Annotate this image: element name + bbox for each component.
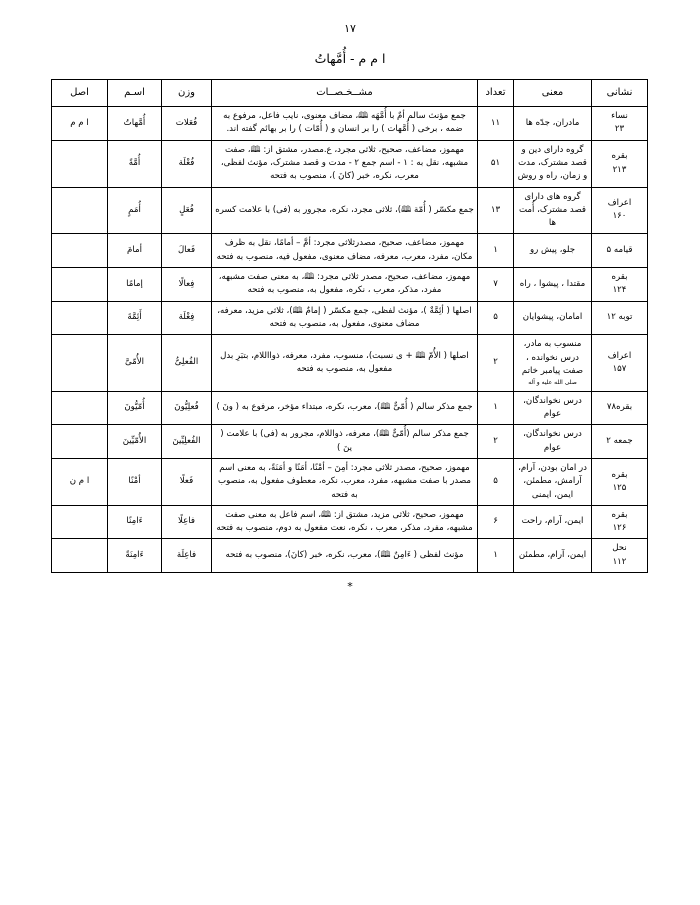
cell-asl: ا م ن [52,458,108,505]
cell-asl [52,391,108,425]
cell-neshani: نحل ۱۱۲ [592,539,648,573]
cell-esm: إمامًا [108,268,162,302]
cell-asl [52,268,108,302]
table-row [52,106,648,140]
cell-esm: أُمّیُّونَ [108,391,162,425]
cell-neshani: توبه ۱۲ [592,301,648,335]
cell-vazn: فاعِلًا [162,505,212,539]
honorific-note: صلی الله علیه و آله [528,379,577,387]
cell-mana: منسوب به مادر، درس نخوانده ، صفت پیامبر خاتم صلی الله علیه و آله [514,335,592,391]
cell-moshakhasat: جمع مکسّر ( أُمّة 🕮)، ثلاثی مجرد، نکره، مجرور به (فی) با علامت کسره [212,187,478,234]
cell-vazn: فُعْلَة [162,140,212,187]
cell-asl [52,505,108,539]
cell-esm: الأُمّیِّینَ [108,425,162,459]
column-header-esm: اسـم [108,80,162,107]
cell-tedad: ۱۳ [478,187,514,234]
cell-vazn: فَعالَ [162,234,212,268]
cell-tedad: ۶ [478,505,514,539]
cell-vazn: فُعَلات [162,106,212,140]
page-number: ۱۷ [344,22,356,35]
cell-asl [52,425,108,459]
table-row [52,140,648,187]
cell-tedad: ۲ [478,425,514,459]
cell-tedad: ۵۱ [478,140,514,187]
cell-vazn: فُعلِیُّونَ [162,391,212,425]
cell-esm: أُمَّهاتُ [108,106,162,140]
lexicon-table [51,79,648,573]
table-row [52,505,648,539]
cell-mana: مادران، جدّه ها [514,106,592,140]
cell-tedad: ۷ [478,268,514,302]
cell-moshakhasat: اصلها ( الأُمّ 🕮 + ی نسبت)، منسوب، مفرد، معرفه، ذوااللام، بتبَرِ بدل مفعول به، منصوب به فتحه [212,335,478,391]
cell-moshakhasat: جمع مذکر سالم ( أُمّیٌّ 🕮)، معرب، نکره، مبتداء مؤخر، مرفوع به ( ونَ ) [212,391,478,425]
cell-neshani: بقره ۱۲۴ [592,268,648,302]
table-row [52,335,648,391]
cell-mana: ایمن، آرام، مطمئن [514,539,592,573]
cell-moshakhasat: مهموز، صحیح، ثلاثی مزید، مشتق از: 🕮، اسم فاعل به معنی صفت مشبهه، مفرد، مذکر، معرب ، نکره، نعت مفعول به دوم، منصوب به فتحه [212,505,478,539]
cell-esm: أُمَمٍ [108,187,162,234]
cell-esm: أُمَّةً [108,140,162,187]
cell-mana: گروه های دارای قصد مشترک، أُمت ها [514,187,592,234]
footer-mark: * [347,580,353,594]
cell-esm: الأُمّیَّ [108,335,162,391]
column-header-neshani: نشانی [592,80,648,107]
table-row [52,391,648,425]
cell-asl [52,539,108,573]
cell-tedad: ۱ [478,234,514,268]
cell-mana: جلو، پیش رو [514,234,592,268]
cell-moshakhasat: مهموز، مضاعف، صحیح، ثلاثی مجرد، ع.مصدر، مشتق از: 🕮، صفت مشبهه، نقل به : ۱ - اسم جمع ۲ - مدت و قصد مشترک، مؤنث لفظی، معرب، نکره، خبر (کانَ )، منصوب به فتحه [212,140,478,187]
cell-moshakhasat: مهموز، مضاعف، صحیح، مصدرثلاثی مجرد: أمَّ – أمامًا، نقل به ظرف مکان، مفرد، معرب، معرفه، مضاف معنوی، مفعول فیه، منصوب به فتحه [212,234,478,268]
cell-asl [52,301,108,335]
cell-esm: ءَامِنًا [108,505,162,539]
cell-neshani: اعراف ۱۵۷ [592,335,648,391]
column-header-moshakhasat: مشــخـصــات [212,80,478,107]
cell-tedad: ۲ [478,335,514,391]
cell-asl [52,234,108,268]
cell-moshakhasat: مهموز، صحیح، مصدر ثلاثی مجرد: أمِنَ – أمْنًا، أمَنًا و أمَنَةً، به معنی اسم مصدر با صفت مشبهه، مفرد، معرب، نکره، معطوف مفعول به، منصوب به فتحه [212,458,478,505]
cell-neshani: بقره ۲۱۳ [592,140,648,187]
cell-moshakhasat: مؤنث لفظی ( ءَامِنٌ 🕮)، معرب، نکره، خبر (کانَ)، منصوب به فتحه [212,539,478,573]
cell-mana: مقتدا ، پیشوا ، راه [514,268,592,302]
cell-asl [52,187,108,234]
cell-vazn: فُعَلٍ [162,187,212,234]
cell-tedad: ۵ [478,301,514,335]
cell-vazn: فاعِلَة [162,539,212,573]
table-row [52,234,648,268]
column-header-mana: معنی [514,80,592,107]
cell-mana: ایمن، آرام، راحت [514,505,592,539]
cell-moshakhasat: جمع مذکر سالم (أُمّیٌّ 🕮)، معرفه، ذواللام، مجرور به (فی) با علامت ( ینَ ) [212,425,478,459]
table-row [52,458,648,505]
table-row [52,539,648,573]
cell-esm: أَئِمَّةَ [108,301,162,335]
cell-mana: امامان، پیشوایان [514,301,592,335]
cell-moshakhasat: اصلها ( أئِمَّةٌ )، مؤنث لفظی، جمع مکسّر ( إمامٌ 🕮)، ثلاثی مزید، معرفه، مضاف معنوی، مفعول به، منصوب به فتحه [212,301,478,335]
cell-esm: أمْنًا [108,458,162,505]
cell-tedad: ۵ [478,458,514,505]
table-row [52,187,648,234]
cell-neshani: نساء ۲۳ [592,106,648,140]
cell-neshani: بقره ۱۲۵ [592,458,648,505]
cell-esm: أمامَ [108,234,162,268]
table-row [52,425,648,459]
cell-mana: درس نخواندگان، عوام [514,391,592,425]
cell-mana: گروه دارای دین و قصد مشترک، مدت و زمان، راه و روش [514,140,592,187]
cell-neshani: قیامه ۵ [592,234,648,268]
cell-mana: درس نخواندگان، عوام [514,425,592,459]
cell-asl [52,140,108,187]
page-title: ا م م - أُمَّهاتُ [314,51,386,67]
cell-moshakhasat: جمع مؤنث سالم أمٌ با أُمَّهَه 🕮، مضاف معنوی، نایب فاعل، مرفوع به ضمه ، برخی ( أُمَّهات ) را بر انسان و ( أُمّات ) را بر بهائم گفته اند. [212,106,478,140]
cell-neshani: بقره۷۸ [592,391,648,425]
cell-tedad: ۱ [478,391,514,425]
cell-neshani: اعراف ۱۶۰ [592,187,648,234]
table-body [52,106,648,572]
cell-neshani: بقره ۱۲۶ [592,505,648,539]
cell-asl: ا م م [52,106,108,140]
cell-moshakhasat: مهموز، مضاعف، صحیح، مصدر ثلاثی مجرد: 🕮، به معنی صفت مشبهه، مفرد، مذکر، معرب ، نکره، مفعول به، منصوب به فتحه [212,268,478,302]
cell-mana: در امان بودن، آرام، آرامش، مطمئن، ایمن، ایمنی [514,458,592,505]
cell-tedad: ۱۱ [478,106,514,140]
table-row [52,301,648,335]
cell-asl [52,335,108,391]
cell-vazn: فِعْلَة [162,301,212,335]
cell-esm: ءَامِنَةً [108,539,162,573]
cell-vazn: فِعالًا [162,268,212,302]
column-header-asl: اصل [52,80,108,107]
cell-vazn: فَعلًا [162,458,212,505]
table-header-row [52,80,648,107]
cell-neshani: جمعه ۲ [592,425,648,459]
cell-vazn: الفُعلِیُّ [162,335,212,391]
table-row [52,268,648,302]
cell-tedad: ۱ [478,539,514,573]
column-header-vazn: وزن [162,80,212,107]
column-header-tedad: تعداد [478,80,514,107]
cell-vazn: الفُعلِیِّینَ [162,425,212,459]
